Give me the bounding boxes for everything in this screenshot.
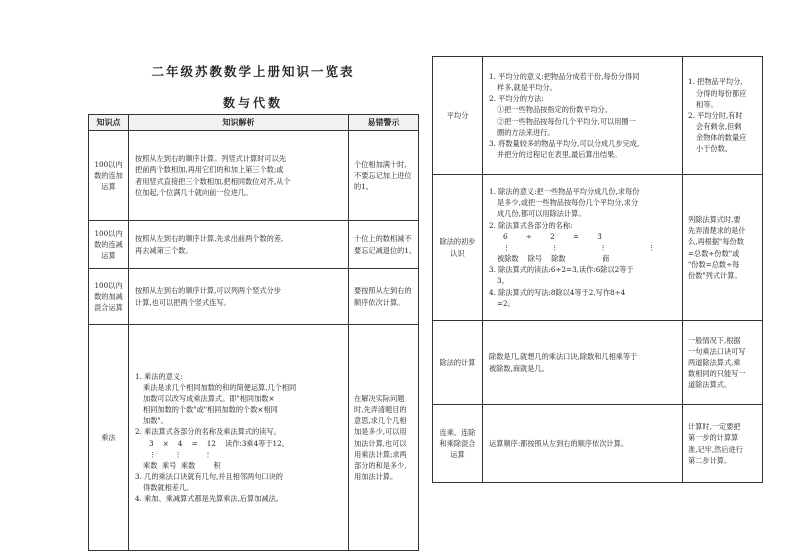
text-line: 得数就相差几。 xyxy=(143,483,194,493)
text-line: 十位上的数相减不 xyxy=(354,234,412,244)
topic-cell: 平均分 xyxy=(433,57,483,175)
text-line: 被除数,商就是几。 xyxy=(489,363,549,373)
text-line: 是多少,或把一些物品按每份几个平均分,求分 xyxy=(497,198,639,208)
warning-cell xyxy=(349,325,419,551)
text-line: 分得的每份都应 xyxy=(696,88,747,98)
formula-dots: ⋮ ⋮ ⋮ xyxy=(149,449,212,459)
warning-cell xyxy=(349,269,419,325)
text-line: 加数可以改写成乘法算式。即"相同加数× xyxy=(143,393,275,403)
text-line: 者用竖式直接把三个数相加,把相同数位对齐,从个 xyxy=(135,176,291,186)
text-line: 1. 把物品平均分, xyxy=(688,77,743,87)
table-header-row xyxy=(89,115,419,131)
left-knowledge-table xyxy=(88,114,419,551)
text-line: 第一步的计算算 xyxy=(688,433,739,443)
text-line: 1. 平均分的意义:把物品分成若干份,每份分得同 xyxy=(489,71,640,81)
text-line: 计算,也可以把两个竖式连写。 xyxy=(135,297,231,307)
warning-cell xyxy=(683,405,763,483)
analysis-cell xyxy=(483,405,683,483)
text-line: 1. 除法的意义:把一些物品平均分成几份,求每份 xyxy=(489,187,640,197)
text-line: =2。 xyxy=(497,298,515,308)
text-line: 时,先弄清题目的 xyxy=(354,405,407,415)
text-line: 么,再根据"每份数 xyxy=(688,237,744,247)
formula-labels: 被除数 除号 除数 商 xyxy=(497,254,610,264)
text-line: =总数÷份数"或 xyxy=(688,248,740,258)
text-line: 用乘法计算;求两 xyxy=(354,449,407,459)
text-line: 份数"列式计算。 xyxy=(688,270,742,280)
table-row xyxy=(89,325,419,551)
text-line: 的1。 xyxy=(354,182,373,192)
text-line: 余物体的数量应 xyxy=(696,133,747,143)
text-line: 要按照从左到右的 xyxy=(354,286,412,296)
analysis-cell xyxy=(129,221,349,269)
text-line: 两道除法算式,乘 xyxy=(688,357,741,367)
section-title: 数与代数 xyxy=(222,96,283,110)
analysis-cell xyxy=(129,269,349,325)
text-line: 2. 除法算式各部分的名称: xyxy=(489,220,573,230)
formula-labels: 乘数 乘号 乘数 积 xyxy=(143,460,221,470)
text-line: 相等。 xyxy=(696,99,718,109)
column-header-warning: 易错警示 xyxy=(349,115,419,131)
table-row xyxy=(433,321,763,405)
text-line: 把前两个数相加,再用它们的和加上第三个数;或 xyxy=(135,165,284,175)
text-line: 顺序依次计算。 xyxy=(354,297,405,307)
text-line: 道除法算式。 xyxy=(688,380,732,390)
text-line: 按照从左到右的顺序计算,先求出前两个数的差, xyxy=(135,234,284,244)
formula-line: 3 × 4 = 12 读作:3乘4等于12。 xyxy=(149,438,289,448)
text-line: 计算时,一定要把 xyxy=(688,422,741,432)
text-line: 3. 几的乘法口诀就有几句,并且相邻两句口诀的 xyxy=(135,471,283,481)
text-line: 用加法计算。 xyxy=(354,471,398,481)
text-line: 再去减第三个数。 xyxy=(135,245,193,255)
text-line: 加数"。 xyxy=(143,416,168,426)
warning-cell xyxy=(683,57,763,175)
text-line: 准,记牢,然后进行 xyxy=(688,444,743,454)
text-line: 并把分的过程记在表里,最后算出结果。 xyxy=(497,149,622,159)
text-line: 要忘记减退位的1。 xyxy=(354,245,417,255)
topic-cell: 100以内数的连加运算 xyxy=(89,131,129,221)
text-line: 列除法算式时,要 xyxy=(688,215,741,225)
text-line: 不要忘记加上进位 xyxy=(354,170,412,180)
warning-cell xyxy=(683,321,763,405)
topic-cell: 除法的初步认识 xyxy=(433,175,483,321)
text-line: 一般情况下,根据 xyxy=(688,335,741,345)
text-line: 运算顺序:都按照从左到右的顺序依次计算。 xyxy=(489,438,628,448)
text-line: 在解决实际问题 xyxy=(354,393,405,403)
text-line: 加是多少,可以用 xyxy=(354,427,407,437)
text-line: 一句乘法口诀可写 xyxy=(688,346,746,356)
text-line: 样多,就是平均分。 xyxy=(497,83,557,93)
text-line: 位加起,个位满几十就向前一位进几。 xyxy=(135,187,253,197)
text-line: 数相同的只能写一 xyxy=(688,369,746,379)
text-line: 圈的方法来进行。 xyxy=(497,127,555,137)
text-line: 3. 将数量较多的物品平均分,可以分成几步完成, xyxy=(489,138,640,148)
table-row xyxy=(433,175,763,321)
analysis-cell xyxy=(483,175,683,321)
text-line: 乘法是求几个相同加数的和的简便运算,几个相同 xyxy=(143,382,297,392)
analysis-cell xyxy=(483,57,683,175)
text-line: 意思,求几个几相 xyxy=(354,416,407,426)
table-row xyxy=(89,131,419,221)
warning-cell xyxy=(683,175,763,321)
text-line: 成几份,都可以用除法计算。 xyxy=(497,209,586,219)
text-line: 3。 xyxy=(497,276,509,286)
table-row xyxy=(433,405,763,483)
text-line: ①把一些物品按指定的份数平均分。 xyxy=(497,105,613,115)
text-line: 4. 乘加、乘减算式都是先算乘法,后算加减法。 xyxy=(135,494,283,504)
analysis-cell xyxy=(129,131,349,221)
topic-cell: 乘法 xyxy=(89,325,129,551)
right-knowledge-table xyxy=(432,56,763,483)
text-line: 部分的和是多少, xyxy=(354,460,407,470)
warning-cell xyxy=(349,221,419,269)
text-line: 2. 平均分的方法: xyxy=(489,94,544,104)
text-line: 个位相加满十时, xyxy=(354,159,407,169)
text-line: 第二步计算。 xyxy=(688,455,732,465)
text-line: 相同加数的个数"或"相同加数的个数×相同 xyxy=(143,405,278,415)
text-line: 除数是几,就想几的乘法口诀,除数和几相乘等于 xyxy=(489,352,638,362)
text-line: 4. 除法算式的写法:8除以4等于2,写作8÷4 xyxy=(489,287,626,297)
text-line: 1. 乘法的意义: xyxy=(135,371,183,381)
topic-cell: 100以内数的加减混合运算 xyxy=(89,269,129,325)
text-line: 2. 乘法算式各部分的名称及乘法算式的读写。 xyxy=(135,427,281,437)
analysis-cell xyxy=(483,321,683,405)
text-line: 会有剩余,但剩 xyxy=(696,122,742,132)
text-line: 先弄清楚求的是什 xyxy=(688,226,746,236)
column-header-analysis: 知识解析 xyxy=(129,115,349,131)
text-line: 加法计算,也可以 xyxy=(354,438,407,448)
table-row xyxy=(89,221,419,269)
text-line: 按照从左到右的顺序计算,可以列两个竖式分步 xyxy=(135,286,282,296)
text-line: 3. 除法算式的读法:6÷2=3,读作:6除以2等于 xyxy=(489,265,634,275)
topic-cell: 100以内数的连减运算 xyxy=(89,221,129,269)
text-line: ②把一些物品按每份几个平均分,可以用圈一 xyxy=(497,116,636,126)
text-line: "份数=总数÷每 xyxy=(688,259,740,269)
page-title: 二年级苏教数学上册知识一览表 xyxy=(151,64,355,79)
text-line: 按照从左到右的顺序计算。列竖式计算时可以先 xyxy=(135,154,286,164)
topic-cell: 连乘、连除和乘除混合运算 xyxy=(433,405,483,483)
text-line: 小于份数。 xyxy=(696,144,732,154)
table-row xyxy=(89,269,419,325)
column-header-topic: 知识点 xyxy=(89,115,129,131)
formula-line: 6 ÷ 2 = 3 xyxy=(503,231,602,241)
topic-cell: 除法的计算 xyxy=(433,321,483,405)
text-line: 2. 平均分时,有时 xyxy=(688,110,743,120)
formula-dots: ⋮ ⋮ ⋮ ⋮ xyxy=(503,242,656,252)
analysis-cell xyxy=(129,325,349,551)
warning-cell xyxy=(349,131,419,221)
table-row xyxy=(433,57,763,175)
